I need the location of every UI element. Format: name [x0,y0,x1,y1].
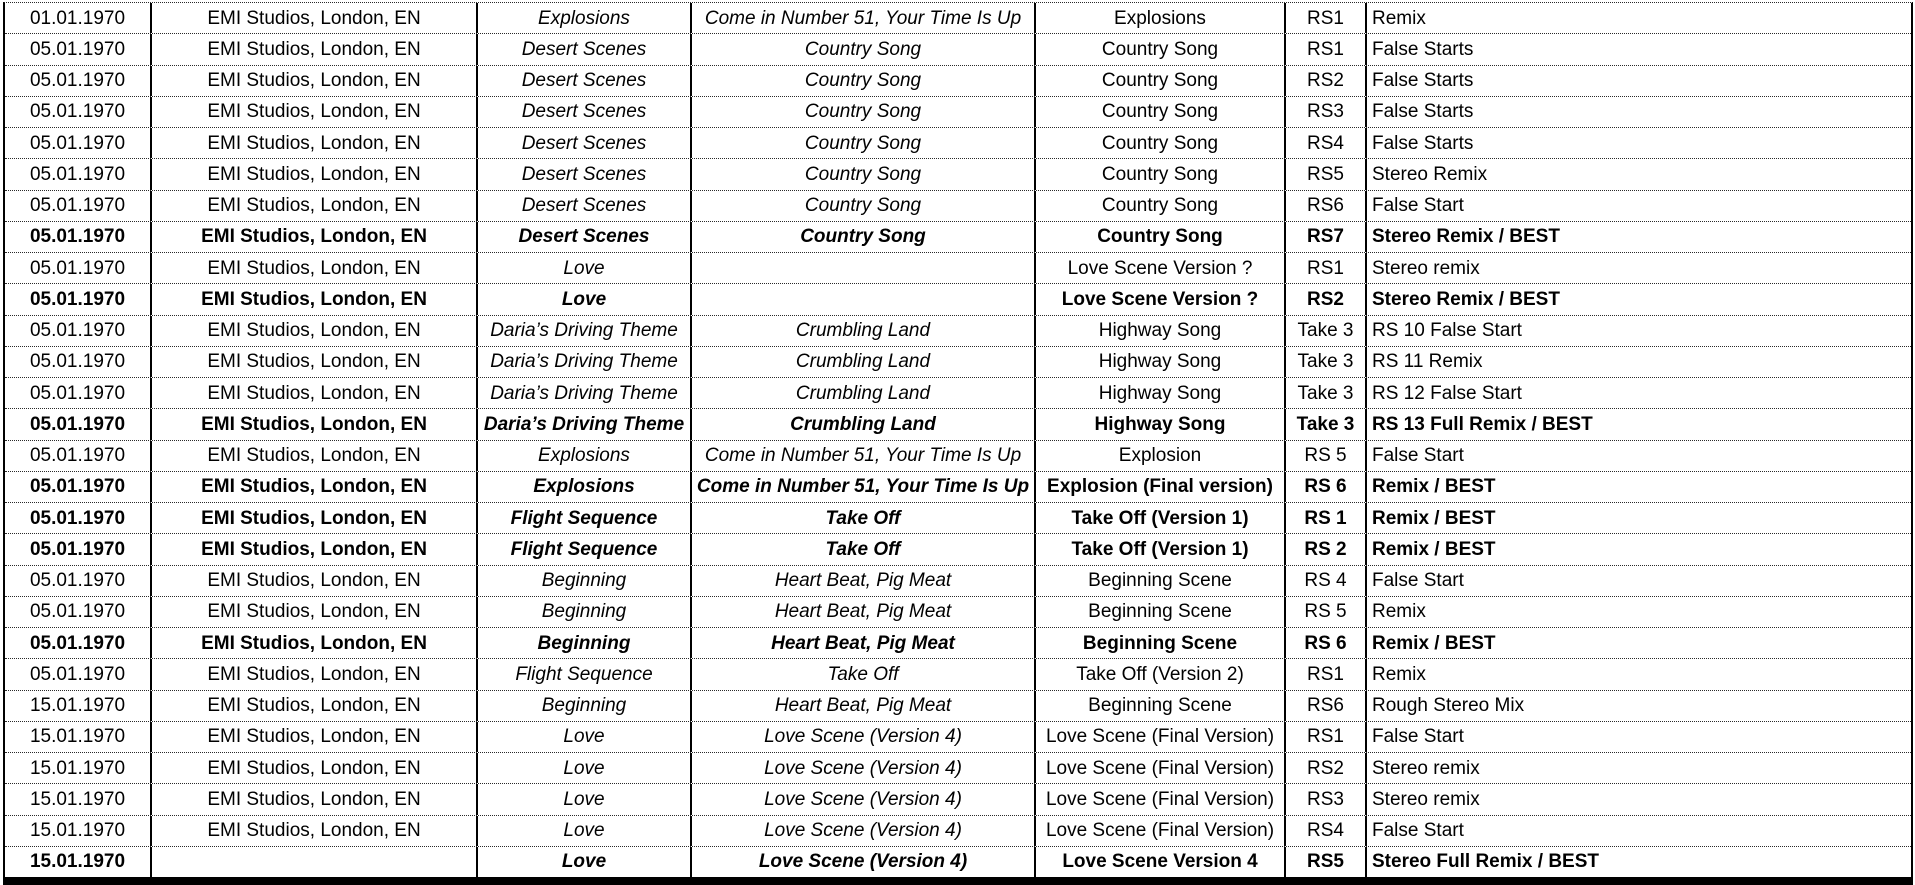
cell-song-title[interactable]: Take Off [692,503,1036,533]
cell-take[interactable]: RS5 [1286,847,1367,877]
cell-date[interactable]: 05.01.1970 [5,597,152,627]
cell-project[interactable]: Love [478,784,692,814]
cell-project[interactable]: Flight Sequence [478,534,692,564]
cell-project[interactable]: Desert Scenes [478,97,692,127]
cell-take[interactable]: RS1 [1286,722,1367,752]
table-row [5,378,1911,409]
cell-date[interactable]: 05.01.1970 [5,534,152,564]
cell-scene-title[interactable]: Beginning Scene [1036,597,1286,627]
cell-scene-title[interactable]: Love Scene (Final Version) [1036,753,1286,783]
cell-date[interactable]: 05.01.1970 [5,316,152,346]
cell-notes[interactable]: False Starts [1372,132,1474,154]
table-row [5,284,1911,315]
table-row [5,753,1911,784]
cell-scene-title[interactable]: Love Scene (Final Version) [1036,784,1286,814]
cell-location[interactable]: EMI Studios, London, EN [152,472,478,502]
cell-song-title[interactable]: Come in Number 51, Your Time Is Up [692,441,1036,471]
table-row [5,503,1911,534]
cell-notes[interactable]: RS 13 Full Remix / BEST [1372,413,1593,435]
cell-scene-title[interactable]: Highway Song [1036,347,1286,377]
cell-project[interactable]: Daria’s Driving Theme [478,347,692,377]
cell-notes[interactable]: Stereo remix [1372,788,1480,810]
cell-location[interactable]: EMI Studios, London, EN [152,534,478,564]
cell-location[interactable]: EMI Studios, London, EN [152,253,478,283]
cell-location[interactable]: EMI Studios, London, EN [152,66,478,96]
cell-project[interactable]: Daria’s Driving Theme [478,409,692,439]
table-row [5,847,1911,877]
cell-location[interactable]: EMI Studios, London, EN [152,222,478,252]
cell-location[interactable]: EMI Studios, London, EN [152,566,478,596]
cell-song-title[interactable]: Crumbling Land [692,378,1036,408]
cell-song-title[interactable]: Country Song [692,222,1036,252]
cell-location[interactable]: EMI Studios, London, EN [152,659,478,689]
cell-song-title[interactable]: Heart Beat, Pig Meat [692,566,1036,596]
cell-scene-title[interactable]: Country Song [1036,66,1286,96]
cell-date[interactable]: 05.01.1970 [5,659,152,689]
cell-project[interactable]: Desert Scenes [478,34,692,64]
cell-project[interactable]: Daria’s Driving Theme [478,378,692,408]
cell-date[interactable]: 05.01.1970 [5,97,152,127]
cell-date[interactable]: 15.01.1970 [5,691,152,721]
cell-date[interactable]: 01.01.1970 [5,3,152,33]
cell-date[interactable]: 15.01.1970 [5,784,152,814]
cell-project[interactable]: Desert Scenes [478,222,692,252]
cell-song-title[interactable]: Country Song [692,97,1036,127]
cell-song-title[interactable]: Country Song [692,66,1036,96]
cell-location[interactable]: EMI Studios, London, EN [152,503,478,533]
cell-notes[interactable]: False Start [1372,445,1464,467]
cell-take[interactable]: RS2 [1286,753,1367,783]
cell-project[interactable]: Love [478,284,692,314]
cell-notes[interactable]: False Starts [1372,38,1474,60]
cell-notes[interactable]: RS 12 False Start [1372,382,1522,404]
cell-location[interactable]: EMI Studios, London, EN [152,284,478,314]
cell-song-title[interactable]: Take Off [692,659,1036,689]
cell-project[interactable]: Love [478,722,692,752]
cell-project[interactable]: Desert Scenes [478,128,692,158]
cell-take[interactable]: RS3 [1286,97,1367,127]
cell-project[interactable]: Desert Scenes [478,191,692,221]
cell-project[interactable]: Beginning [478,691,692,721]
sessions-table [3,2,1913,885]
cell-project[interactable]: Desert Scenes [478,159,692,189]
cell-take[interactable]: Take 3 [1286,378,1367,408]
cell-notes[interactable]: Stereo Full Remix / BEST [1372,851,1599,873]
table-row [5,97,1911,128]
cell-project[interactable]: Beginning [478,597,692,627]
cell-date[interactable]: 05.01.1970 [5,441,152,471]
cell-take[interactable]: RS6 [1286,691,1367,721]
cell-song-title[interactable]: Take Off [692,534,1036,564]
cell-date[interactable]: 05.01.1970 [5,503,152,533]
cell-date[interactable]: 05.01.1970 [5,253,152,283]
cell-location[interactable]: EMI Studios, London, EN [152,409,478,439]
cell-project[interactable]: Love [478,253,692,283]
cell-location[interactable]: EMI Studios, London, EN [152,441,478,471]
cell-take[interactable]: RS 6 [1286,472,1367,502]
cell-location[interactable]: EMI Studios, London, EN [152,628,478,658]
table-row [5,441,1911,472]
cell-notes[interactable]: Stereo remix [1372,757,1480,779]
cell-scene-title[interactable]: Take Off (Version 1) [1036,534,1286,564]
cell-scene-title[interactable]: Take Off (Version 1) [1036,503,1286,533]
cell-song-title[interactable]: Crumbling Land [692,409,1036,439]
cell-scene-title[interactable]: Take Off (Version 2) [1036,659,1286,689]
table-row [5,409,1911,440]
cell-notes[interactable]: False Starts [1372,70,1474,92]
cell-location[interactable]: EMI Studios, London, EN [152,597,478,627]
table-row [5,566,1911,597]
cell-location[interactable]: EMI Studios, London, EN [152,784,478,814]
cell-date[interactable]: 15.01.1970 [5,847,152,877]
cell-notes[interactable]: Remix / BEST [1372,632,1496,654]
cell-song-title[interactable]: Love Scene (Version 4) [692,784,1036,814]
cell-notes[interactable]: RS 11 Remix [1372,351,1483,373]
cell-take[interactable]: RS2 [1286,284,1367,314]
cell-scene-title[interactable]: Explosion (Final version) [1036,472,1286,502]
cell-project[interactable]: Love [478,847,692,877]
cell-project[interactable]: Explosions [478,441,692,471]
cell-location[interactable]: EMI Studios, London, EN [152,753,478,783]
cell-notes[interactable]: False Start [1372,820,1464,842]
cell-date[interactable]: 05.01.1970 [5,472,152,502]
cell-scene-title[interactable]: Country Song [1036,128,1286,158]
cell-date[interactable]: 05.01.1970 [5,566,152,596]
cell-location[interactable]: EMI Studios, London, EN [152,347,478,377]
cell-scene-title[interactable]: Highway Song [1036,378,1286,408]
cell-song-title[interactable]: Love Scene (Version 4) [692,816,1036,846]
cell-scene-title[interactable]: Beginning Scene [1036,566,1286,596]
cell-scene-title[interactable]: Country Song [1036,97,1286,127]
cell-location[interactable]: EMI Studios, London, EN [152,316,478,346]
cell-take[interactable]: RS1 [1286,34,1367,64]
cell-take[interactable]: RS 5 [1286,441,1367,471]
cell-date[interactable]: 05.01.1970 [5,347,152,377]
cell-song-title[interactable]: Crumbling Land [692,316,1036,346]
cell-notes[interactable]: False Start [1372,195,1464,217]
table-row [5,159,1911,190]
cell-take[interactable]: RS1 [1286,659,1367,689]
table-row [5,472,1911,503]
cell-project[interactable]: Flight Sequence [478,503,692,533]
cell-date[interactable]: 05.01.1970 [5,159,152,189]
cell-location[interactable]: EMI Studios, London, EN [152,378,478,408]
cell-location[interactable]: EMI Studios, London, EN [152,128,478,158]
cell-take[interactable]: RS3 [1286,784,1367,814]
cell-notes[interactable]: Remix / BEST [1372,507,1496,529]
cell-location[interactable]: EMI Studios, London, EN [152,816,478,846]
table-row [5,3,1911,34]
table-row [5,316,1911,347]
cell-notes[interactable]: Stereo Remix / BEST [1372,226,1560,248]
cell-scene-title[interactable]: Highway Song [1036,409,1286,439]
cell-scene-title[interactable]: Country Song [1036,222,1286,252]
cell-project[interactable]: Desert Scenes [478,66,692,96]
cell-song-title[interactable]: Love Scene (Version 4) [692,722,1036,752]
cell-song-title[interactable] [692,253,1036,283]
cell-notes[interactable]: Stereo Remix [1372,163,1488,185]
cell-take[interactable]: RS 4 [1286,566,1367,596]
cell-scene-title[interactable]: Love Scene Version ? [1036,253,1286,283]
table-row [5,191,1911,222]
cell-date[interactable]: 05.01.1970 [5,628,152,658]
cell-notes[interactable]: False Start [1372,726,1464,748]
cell-notes[interactable]: Remix / BEST [1372,476,1496,498]
cell-project[interactable]: Love [478,816,692,846]
cell-scene-title[interactable]: Beginning Scene [1036,628,1286,658]
cell-scene-title[interactable]: Love Scene (Final Version) [1036,722,1286,752]
cell-take[interactable]: RS7 [1286,222,1367,252]
cell-notes[interactable]: False Start [1372,570,1464,592]
cell-song-title[interactable]: Heart Beat, Pig Meat [692,597,1036,627]
cell-take[interactable]: RS 1 [1286,503,1367,533]
cell-song-title[interactable]: Come in Number 51, Your Time Is Up [692,3,1036,33]
cell-date[interactable]: 05.01.1970 [5,128,152,158]
table-row [5,66,1911,97]
cell-project[interactable]: Flight Sequence [478,659,692,689]
table-row [5,816,1911,847]
cell-notes[interactable]: Remix [1372,601,1426,623]
table-row [5,222,1911,253]
cell-scene-title[interactable]: Explosions [1036,3,1286,33]
cell-location[interactable]: EMI Studios, London, EN [152,159,478,189]
cell-song-title[interactable]: Heart Beat, Pig Meat [692,628,1036,658]
cell-take[interactable]: RS1 [1286,3,1367,33]
cell-take[interactable]: RS 5 [1286,597,1367,627]
cell-take[interactable]: Take 3 [1286,316,1367,346]
cell-notes[interactable]: Stereo Remix / BEST [1372,288,1560,310]
cell-date[interactable]: 05.01.1970 [5,66,152,96]
cell-location[interactable]: EMI Studios, London, EN [152,691,478,721]
table-row [5,253,1911,284]
cell-scene-title[interactable]: Beginning Scene [1036,691,1286,721]
cell-date[interactable]: 15.01.1970 [5,753,152,783]
cell-take[interactable]: RS 2 [1286,534,1367,564]
cell-location[interactable]: EMI Studios, London, EN [152,3,478,33]
cell-date[interactable]: 15.01.1970 [5,722,152,752]
cell-location[interactable]: EMI Studios, London, EN [152,34,478,64]
cell-project[interactable]: Daria’s Driving Theme [478,316,692,346]
table-row [5,597,1911,628]
cell-song-title[interactable]: Country Song [692,128,1036,158]
table-row [5,784,1911,815]
cell-song-title[interactable]: Heart Beat, Pig Meat [692,691,1036,721]
cell-location[interactable]: EMI Studios, London, EN [152,97,478,127]
cell-scene-title[interactable]: Country Song [1036,191,1286,221]
cell-notes[interactable]: False Starts [1372,101,1474,123]
cell-scene-title[interactable]: Love Scene Version ? [1036,284,1286,314]
table-row [5,628,1911,659]
cell-date[interactable]: 05.01.1970 [5,191,152,221]
cell-notes[interactable]: Stereo remix [1372,257,1480,279]
cell-project[interactable]: Beginning [478,566,692,596]
cell-date[interactable]: 15.01.1970 [5,816,152,846]
cell-scene-title[interactable]: Explosion [1036,441,1286,471]
cell-notes[interactable]: Remix [1372,7,1426,29]
cell-scene-title[interactable]: Love Scene Version 4 [1036,847,1286,877]
table-row [5,128,1911,159]
cell-location[interactable]: EMI Studios, London, EN [152,191,478,221]
cell-notes[interactable]: Rough Stereo Mix [1372,695,1525,717]
table-row [5,34,1911,65]
cell-take[interactable]: RS1 [1286,253,1367,283]
cell-song-title[interactable]: Love Scene (Version 4) [692,753,1036,783]
cell-date[interactable]: 05.01.1970 [5,222,152,252]
table-row [5,534,1911,565]
cell-take[interactable]: RS 6 [1286,628,1367,658]
cell-scene-title[interactable]: Highway Song [1036,316,1286,346]
cell-scene-title[interactable]: Love Scene (Final Version) [1036,816,1286,846]
cell-date[interactable]: 05.01.1970 [5,409,152,439]
cell-location[interactable]: EMI Studios, London, EN [152,722,478,752]
cell-take[interactable]: RS2 [1286,66,1367,96]
cell-song-title[interactable]: Country Song [692,191,1036,221]
cell-song-title[interactable] [692,284,1036,314]
cell-date[interactable]: 05.01.1970 [5,284,152,314]
cell-take[interactable]: RS4 [1286,816,1367,846]
cell-song-title[interactable]: Love Scene (Version 4) [692,847,1036,877]
cell-take[interactable]: RS4 [1286,128,1367,158]
cell-song-title[interactable]: Crumbling Land [692,347,1036,377]
cell-take[interactable]: Take 3 [1286,347,1367,377]
cell-scene-title[interactable]: Country Song [1036,159,1286,189]
cell-project[interactable]: Beginning [478,628,692,658]
cell-take[interactable]: RS6 [1286,191,1367,221]
table-row [5,659,1911,690]
cell-date[interactable]: 05.01.1970 [5,378,152,408]
cell-project[interactable]: Explosions [478,472,692,502]
cell-date[interactable]: 05.01.1970 [5,34,152,64]
cell-project[interactable]: Explosions [478,3,692,33]
cell-scene-title[interactable]: Country Song [1036,34,1286,64]
table-row [5,691,1911,722]
table-row [5,722,1911,753]
cell-take[interactable]: RS5 [1286,159,1367,189]
cell-location[interactable] [152,847,478,877]
cell-song-title[interactable]: Country Song [692,34,1036,64]
cell-song-title[interactable]: Country Song [692,159,1036,189]
table-row [5,347,1911,378]
cell-notes[interactable]: RS 10 False Start [1372,320,1522,342]
cell-notes[interactable]: Remix / BEST [1372,538,1496,560]
cell-take[interactable]: Take 3 [1286,409,1367,439]
cell-project[interactable]: Love [478,753,692,783]
cell-notes[interactable]: Remix [1372,663,1426,685]
cell-song-title[interactable]: Come in Number 51, Your Time Is Up [692,472,1036,502]
